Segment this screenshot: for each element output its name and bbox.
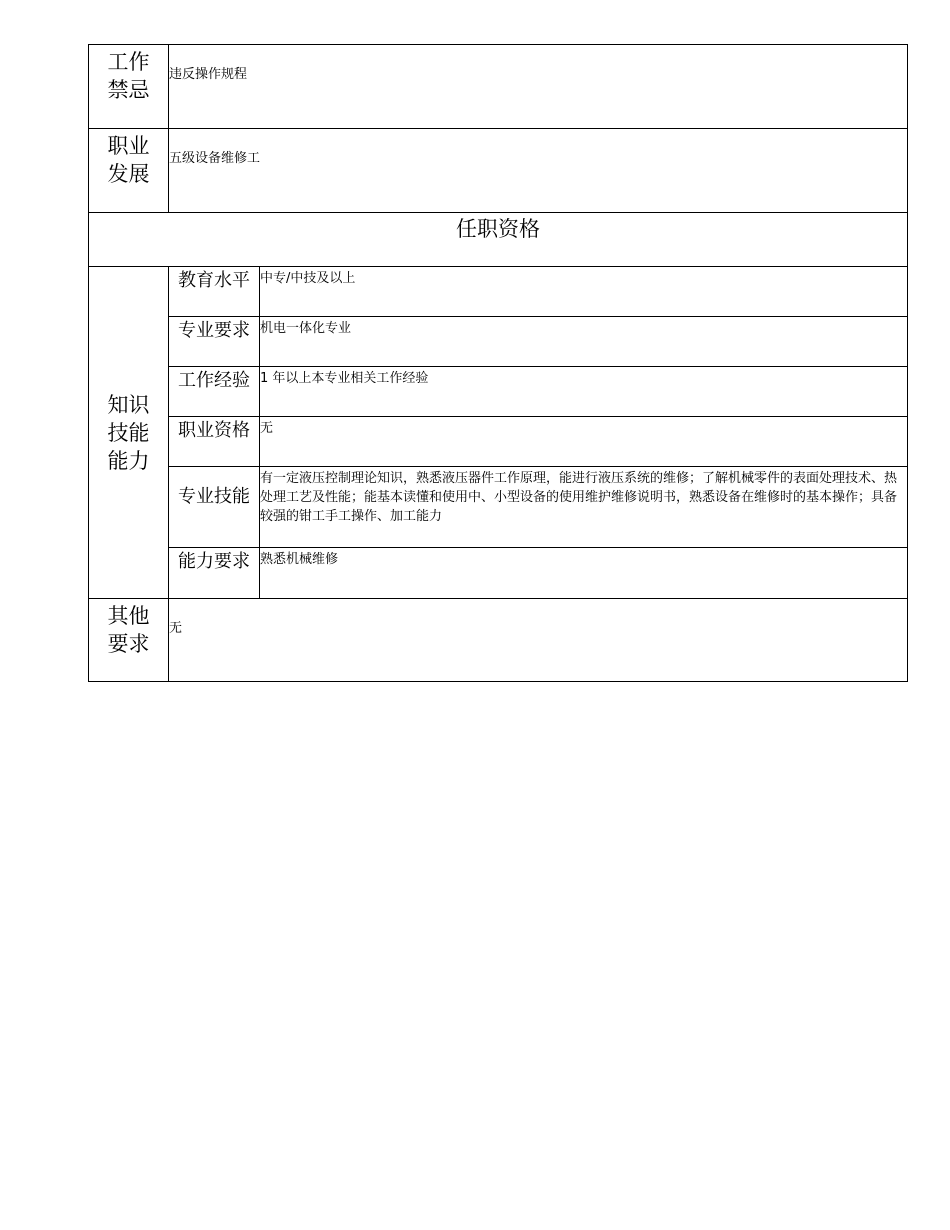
value-professional-qualification: 无 [260, 417, 908, 467]
label-work-experience: 工作经验 [169, 367, 260, 417]
label-career-development: 职业 发展 [89, 129, 169, 213]
row-major-requirement [89, 317, 908, 367]
section-title-qualifications: 任职资格 [89, 213, 908, 267]
value-major-requirement: 机电一体化专业 [260, 317, 908, 367]
label-education-level: 教育水平 [169, 267, 260, 317]
label-professional-skills: 专业技能 [169, 467, 260, 548]
value-other-requirements: 无 [169, 599, 908, 682]
label-knowledge-skills-abilities: 知识 技能 能力 [89, 267, 169, 599]
value-ability-requirement: 熟悉机械维修 [260, 548, 908, 599]
row-career-development [89, 129, 908, 213]
row-professional-qualification [89, 417, 908, 467]
value-education-level: 中专/中技及以上 [260, 267, 908, 317]
row-professional-skills [89, 467, 908, 548]
value-work-taboo: 违反操作规程 [169, 45, 908, 129]
row-work-experience [89, 367, 908, 417]
value-career-development: 五级设备维修工 [169, 129, 908, 213]
value-work-experience: 1 年以上本专业相关工作经验 [260, 367, 908, 417]
label-major-requirement: 专业要求 [169, 317, 260, 367]
label-ability-requirement: 能力要求 [169, 548, 260, 599]
value-professional-skills: 有一定液压控制理论知识，熟悉液压器件工作原理，能进行液压系统的维修；了解机械零件的表面处理技术、热处理工艺及性能；能基本读懂和使用中、小型设备的使用维护维修说明书，熟悉设备在维修时的基本操作；具备较强的钳工手工操作、加工能力 [260, 467, 908, 548]
label-work-taboo: 工作 禁忌 [89, 45, 169, 129]
label-professional-qualification: 职业资格 [169, 417, 260, 467]
row-ability-requirement [89, 548, 908, 599]
row-other-requirements [89, 599, 908, 682]
row-education-level [89, 267, 908, 317]
label-other-requirements: 其他 要求 [89, 599, 169, 682]
row-section-title [89, 213, 908, 267]
job-qualification-table [88, 44, 908, 682]
row-work-taboo [89, 45, 908, 129]
